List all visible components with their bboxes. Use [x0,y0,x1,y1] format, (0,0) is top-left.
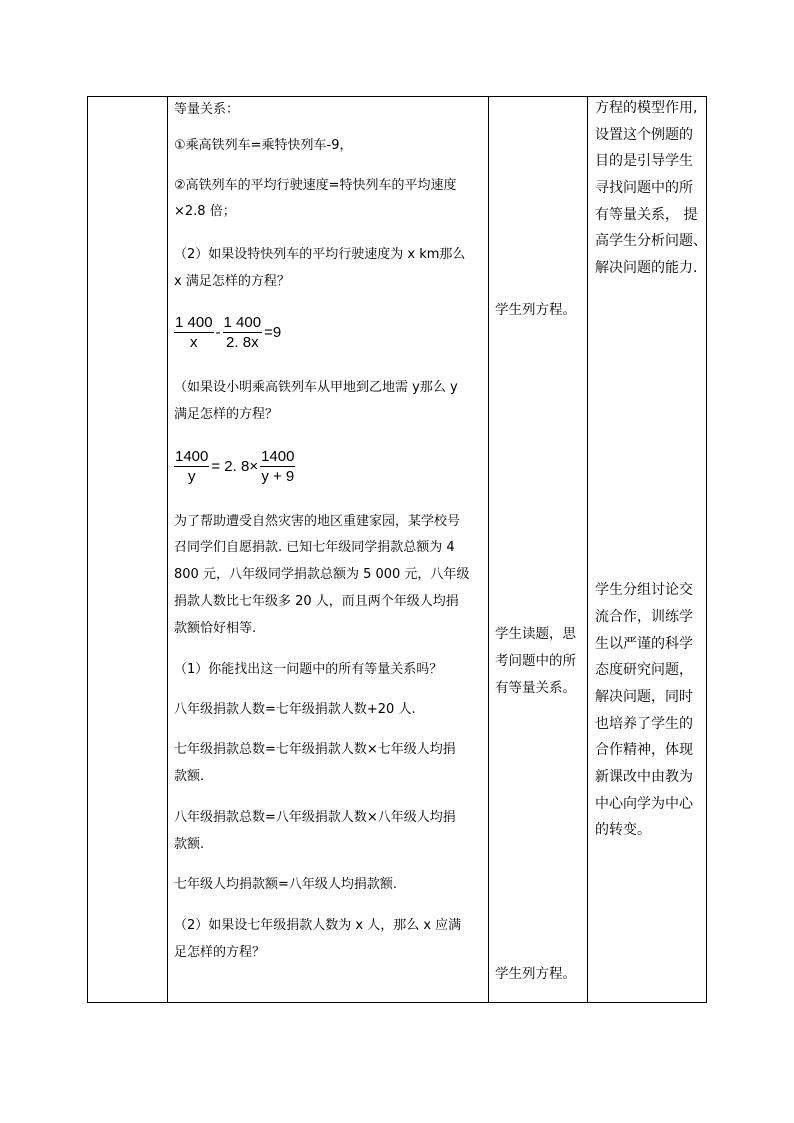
intent-line: 方程的模型作用, [595,100,698,116]
intent-line: 解决问题的能力. [595,260,698,276]
intent-line: 的转变。 [595,822,651,838]
intent-line: 也培养了学生的 [595,716,693,732]
numerator: 1 400 [175,314,213,331]
fraction [260,447,295,486]
content-line: 召同学们自愿捐款. 已知七年级同学捐款总额为 4 [174,540,455,555]
denominator: y + 9 [261,468,295,485]
content-line: 捐款人数比七年级多 20 人，而且两个年级人均捐 [174,594,459,609]
content-line: 满足怎样的方程？ [174,407,279,422]
content-line: （1）你能找出这一问题中的所有等量关系吗？ [174,662,443,677]
numerator: 1 400 [223,314,262,331]
content-line: x 满足怎样的方程？ [174,274,290,289]
content-line: 款额恰好相等. [174,621,257,636]
intent-line: 中心向学为中心 [595,796,693,812]
activity-line: 学生列方程。 [495,302,576,318]
intent-line: 设置这个例题的 [595,127,693,143]
design-intent-cell [588,97,707,1003]
content-line: 八年级捐款总数=八年级捐款人数×八年级人均捐 [174,810,456,825]
intent-line: 目的是引导学生 [595,153,693,169]
content-line: 足怎样的方程？ [174,945,266,960]
content-line: 款额. [174,837,205,852]
fraction [223,313,263,352]
intent-line: 生以严谨的科学 [595,636,693,652]
content-line: 七年级捐款总数=七年级捐款人数×七年级人均捐 [174,742,456,757]
intent-line: 流合作，训练学 [595,609,693,625]
content-line: ×2.8 倍； [174,204,236,219]
content-line: 七年级人均捐款额=八年级人均捐款额. [174,877,398,892]
intent-line: 有等量关系， 提 [595,207,698,223]
fraction [174,313,214,352]
intent-line: 合作精神，体现 [595,742,693,758]
content-cell [168,97,489,1003]
activity-line: 有等量关系。 [495,680,576,696]
numerator: 1400 [175,448,209,465]
empty-left-cell [88,97,168,1003]
content-line: ②高铁列车的平均行驶速度=特快列车的平均速度 [174,178,457,193]
equation-2 [174,447,295,486]
student-activity-cell [489,97,588,1003]
equation-1 [174,313,283,352]
denominator: y [187,468,196,485]
content-line: （2）如果设特快列车的平均行驶速度为 x km那么 [174,247,466,262]
intent-line: 学生分组讨论交 [595,582,693,598]
intent-line: 寻找问题中的所 [595,180,693,196]
lesson-plan-table [87,96,707,1003]
numerator: 1400 [261,448,295,465]
intent-line: 新课改中由教为 [595,769,693,785]
operator: - [215,324,221,341]
content-line: 等量关系： [174,102,240,117]
denominator: x [190,334,198,351]
operator: = 2. 8× [211,458,259,475]
denominator: 2. 8x [226,334,259,351]
intent-line: 解决问题，同时 [595,689,693,705]
content-line: 八年级捐款人数=七年级捐款人数+20 人. [174,702,416,717]
content-line: （2）如果设七年级捐款人数为 x 人，那么 x 应满 [174,918,462,933]
content-line: 款额. [174,769,205,784]
fraction [174,447,209,486]
activity-line: 考问题中的所 [495,653,576,669]
equals-rhs: =9 [264,324,282,341]
activity-line: 学生读题，思 [495,626,576,642]
content-line: （如果设小明乘高铁列车从甲地到乙地需 y那么 y [174,380,458,395]
content-line: 为了帮助遭受自然灾害的地区重建家园，某学校号 [174,514,461,529]
activity-line: 学生列方程。 [495,966,576,982]
intent-line: 高学生分析问题、 [595,233,707,249]
content-line: 800 元，八年级同学捐款总额为 5 000 元，八年级 [174,567,470,582]
content-line: ①乘高铁列车=乘特快列车-9， [174,138,353,153]
intent-line: 态度研究问题， [595,662,693,678]
